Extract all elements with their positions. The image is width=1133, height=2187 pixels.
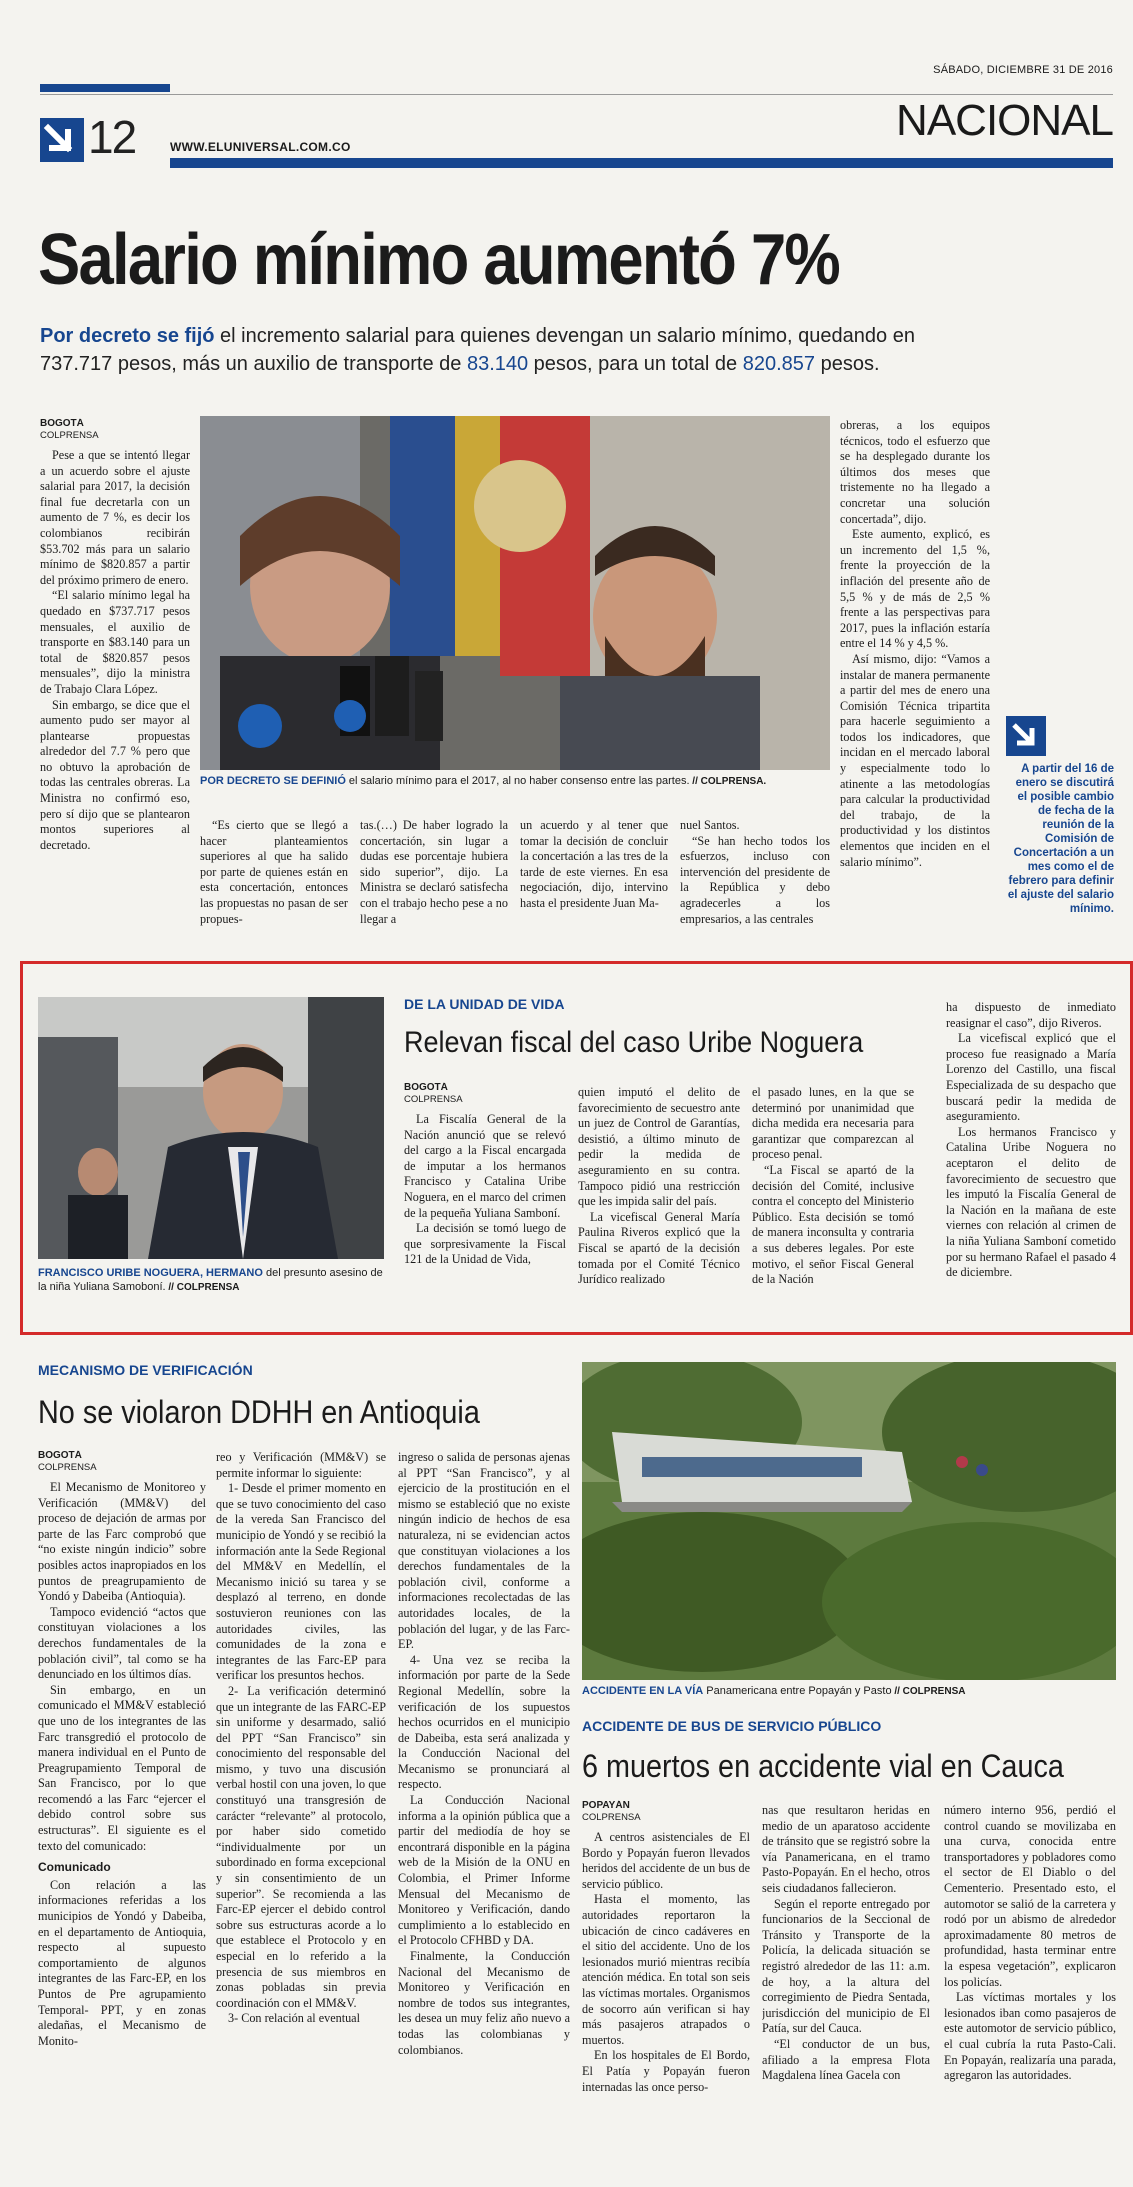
lead-column-2: “Es cierto que se llegó a hacer planteamientos superiores al que ha salido por parte de quienes están en esta concertación, entonces las propuestas no pasan de ser propues- bbox=[200, 818, 348, 926]
fiscal-column-1: BOGOTÁ COLPRENSA La Fiscalía General de la Nación anunció que se relevó del cargo a la Fiscal encargada de imputar a los hermanos Francisco y Catalina Uribe Noguera, en el marco del crimen de la pequeña Yuliana Samboní. La decisión se tomó luego de que sorpresivamente la Fiscal 121 de la Unidad de Vida, bbox=[404, 1082, 566, 1267]
masthead-top-bar bbox=[40, 84, 170, 92]
page-number: 12 bbox=[88, 111, 136, 163]
lead-dateline: BOGOTÁ bbox=[40, 418, 84, 429]
lead-photo-caption: POR DECRETO SE DEFINIÓ el salario mínimo para el 2017, al no haber consenso entre las partes. // COLPRENSA. bbox=[200, 775, 767, 787]
lead-column-5: nuel Santos. “Se han hecho todos los esfuerzos, incluso con intervención del presidente de la República y debo agradecerles a los empresarios, a las centrales bbox=[680, 818, 830, 926]
fiscal-photo-caption: FRANCISCO URIBE NOGUERA, HERMANO del presunto asesino de la niña Yuliana Samoboní. // COLPRENSA bbox=[38, 1267, 383, 1293]
ddhh-kicker: MECANISMO DE VERIFICACIÓN bbox=[38, 1362, 253, 1378]
arrow-down-right-icon bbox=[40, 118, 84, 162]
ddhh-column-2: reo y Verificación (MM&V) se permite informar lo siguiente: 1- Desde el primer momento en que se tuvo conocimiento del caso de la vereda San Francisco del municipio de Yondó y se recibió la información ante la Sede Regional del MM&V en Medellín, el Mecanismo inició su tarea y se desplazó al terreno, en donde sostuvieron reuniones con las autoridades civiles, las comunidades de la zona e integrantes de las Farc-EP para verificar los presuntos hechos. 2- La verificación determinó que un integrante de las FARC-EP sin uniforme y desarmado, salió del PPT “San Francisco” sin conocimiento del responsable del mismo, y tuvo una discusión verbal hostil con una joven, lo que constituyó una transgresión de carácter “relevante” al protocolo, por haber sido cometido “individualmente por un subordinado en forma excepcional y sin consentimiento de un superior”. Se recomienda a las Farc-EP ejercer el debido control sobre sus estructuras acorde a lo que establece el Protocolo y en especial en lo referido a la presencia de sus miembros en zonas pobladas sin previa coordinación con el MM&V. 3- Con relación al eventual bbox=[216, 1450, 386, 2026]
cauca-photo-caption: ACCIDENTE EN LA VÍA Panamericana entre Popayán y Pasto // COLPRENSA bbox=[582, 1685, 966, 1697]
lead-deck: Por decreto se fijó el incremento salarial para quienes devengan un salario mínimo, quedando en 737.717 pesos, más un auxilio de transporte de 83.140 pesos, para un total de 820.857 pesos. bbox=[40, 325, 915, 375]
fiscal-column-4: ha dispuesto de inmediato reasignar el caso”, dijo Riveros. La vicefiscal explicó que el proceso fue reasignado a María Lorenzo del Castillo, una fiscal Especializada de su despacho que buscará pedir la medida de aseguramiento. Los hermanos Francisco y Catalina Uribe Noguera no aceptaron el delito de favorecimiento de secuestro que les imputó la Fiscalía General de la Nación en la mañana de este viernes con relación al crimen de la niña Yuliana Samboní cometido por su hermano Rafael el pasado 4 de diciembre. bbox=[946, 1000, 1116, 1280]
lead-photo bbox=[200, 416, 830, 770]
sidebar-arrow-icon bbox=[1006, 716, 1046, 756]
lead-column-3: tas.(…) De haber logrado la concertación, sin lugar a dudas ese porcentaje hubiera sido superior”, dijo. La Ministra se declaró satisfecha con el trabajo hecho pese a no llegar a bbox=[360, 818, 508, 926]
cauca-kicker: ACCIDENTE DE BUS DE SERVICIO PÚBLICO bbox=[582, 1718, 882, 1734]
ddhh-column-3: ingreso o salida de personas ajenas al PPT “San Francisco”, y al ejercicio de la prostitución en el mismo se estableció que no existe ningún indicio de hechos de esa naturaleza, ni se evidencian actos que constituyan violaciones a los derechos fundamentales de la población civil, conforme a informaciones recolectadas de las autoridades locales, de la población del lugar, y de las Farc-EP. 4- Una vez se reciba la información por parte de la Sede Regional Medellín, sobre la verificación de los supuestos hechos ocurridos en el municipio de Dabeiba, esta será analizada y la Conducción Nacional del Mecanismo se pronunciará al respecto. La Conducción Nacional informa a la opinión pública que a partir del mediodía de hoy se encontrará disponible en la página web de la Misión de la ONU en Colombia, el Primer Informe Mensual del Mecanismo de Monitoreo y Verificación, dando cumplimiento a lo establecido en el Protocolo CFHBD y DA. Finalmente, la Conducción Nacional del Mecanismo de Monitoreo y Verificación en nombre de todos sus integrantes, les desea un muy feliz año nuevo a todas las colombianas y colombianos. bbox=[398, 1450, 570, 2057]
lead-column-4: un acuerdo y al tener que tomar la decisión de concluir la concertación a las tres de la tarde de este viernes. En esa negociación, dijo, intervino hasta el presidente Juan Ma- bbox=[520, 818, 668, 910]
cauca-headline: 6 muertos en accidente vial en Cauca bbox=[582, 1748, 1064, 1784]
lead-column-1: BOGOTÁ COLPRENSA Pese a que se intentó llegar a un acuerdo sobre el ajuste salarial para 2017, la decisión final fue decretarla con un aumento de 7 %, es decir los colombianos recibirán $53.702 más para un salario mínimo de $820.857 a partir del próximo primero de enero. “El salario mínimo legal ha quedado en $737.717 pesos mensuales, el auxilio de transporte en $83.140 para un total de $820.857 pesos mensuales”, dijo la ministra de Trabajo Clara López. Sin embargo, se dice que el aumento pudo ser mayor al plantearse propuestas alrededor del 7.7 % pero que no obtuvo la aprobación de todas las centrales obreras. La Ministra no confirmó eso, pero sí dijo que se plantearon montos superiores al decretado. bbox=[40, 418, 190, 852]
deck-kicker: Por decreto se fijó bbox=[40, 325, 215, 347]
lead-column-6: obreras, a los equipos técnicos, todo el esfuerzo que se ha desplegado durante los últimos dos meses que tristemente no ha llegado a concretar una solución concertada”, dijo. Este aumento, explicó, es un incremento del 1,5 %, frente la proyección de la inflación del presente año de 5,5 % y de más de 2,5 % frente a las perspectivas para 2017, pues la inflación estaría entre el 14 % y 4,5 %. Así mismo, dijo: “Vamos a instalar de manera permanente a partir del mes de enero una Comisión Técnica tripartita para hacerle seguimiento a todos los indicadores, que incidan en el mercado laboral y especialmente todo lo atinente a las metodologías para calcular la productividad del trabajo, de la productividad y los distintos elementos que inciden en el salario mínimo”. bbox=[840, 418, 990, 869]
fiscal-kicker: DE LA UNIDAD DE VIDA bbox=[404, 996, 565, 1012]
cauca-column-1: POPAYÁN COLPRENSA A centros asistenciales de El Bordo y Popayán fueron llevados heridos del accidente de un bus de servicio público. Hasta el momento, las autoridades reportaron la ubicación de cinco cadáveres en el sitio del accidente. Uno de los lesionados murió mientras recibía atención médica. En total son seis las víctimas mortales. Organismos de socorro aún verifican si hay más pasajeros atrapados o muertos. En los hospitales de El Bordo, El Patía y Popayán fueron internadas las once perso- bbox=[582, 1800, 750, 2094]
page-date: SÁBADO, DICIEMBRE 31 DE 2016 bbox=[933, 64, 1113, 76]
ddhh-subhead: Comunicado bbox=[38, 1860, 111, 1875]
fiscal-headline: Relevan fiscal del caso Uribe Noguera bbox=[404, 1026, 864, 1059]
fiscal-photo bbox=[38, 997, 384, 1259]
fiscal-column-3: el pasado lunes, en la que se determinó por unanimidad que dicha medida era necesaria para garantizar que comparezcan al proceso penal. “La Fiscal se apartó de la decisión del Comité, inclusive contra el concepto del Ministerio Público. Esta decisión se tomó de manera inconsulta y contraria a sus deberes legales. Por este motivo, el señor Fiscal General de la Nación bbox=[752, 1085, 914, 1287]
cauca-photo bbox=[582, 1362, 1116, 1680]
fiscal-column-2: quien imputó el delito de favorecimiento de secuestro ante un juez de Control de Garantías, desistió, a último minuto de pedir la medida de aseguramiento en su contra. Tampoco pidió una restricción que les impida salir del país. La vicefiscal General María Paulina Riveros explicó que la Fiscal se apartó de la decisión tomada por el Comité Técnico Jurídico realizado bbox=[578, 1085, 740, 1287]
lead-headline: Salario mínimo aumentó 7% bbox=[38, 220, 840, 300]
website-url: WWW.ELUNIVERSAL.COM.CO bbox=[170, 140, 351, 154]
ddhh-column-1: BOGOTÁ COLPRENSA El Mecanismo de Monitoreo y Verificación (MM&V) del proceso de dejación de armas por parte de las Farc comprobó que “no existe ningún indicio” sobre posibles actos inapropiados en los puntos de preagrupamiento de Yondó y Dabeiba (Antioquia). Tampoco evidenció “actos que constituyan violaciones a los derechos fundamentales de la población civil”, tal como se ha denunciado en los últimos días. Sin embargo, en un comunicado el MM&V estableció que uno de los integrantes de las Farc transgredió el protocolo de manera individual en el Punto de Preagrupamiento Temporal de San Francisco, por lo que recomendó a las Farc “ejercer el debido control sobre sus estructuras”. El siguiente es el texto del comunicado: Comunicado Con relación a las informaciones referidas a los municipios de Yondó y Dabeiba, en el departamento de Antioquia, respecto al supuesto comportamiento de algunos integrantes de las Farc-EP, en los Puntos de Pre agrupamiento Temporal- PPT, y en zonas aledañas, el Mecanismo de Monito- bbox=[38, 1450, 206, 2048]
cauca-column-2: nas que resultaron heridas en medio de un aparatoso accidente de tránsito que se registró sobre la vía Panamericana, en el tramo Pasto-Popayán. En el hecho, otros seis ciudadanos fallecieron. Según el reporte entregado por funcionarios de la Seccional de Tránsito y Transporte de la Policía, la delicada situación se registró alrededor de las 11: a.m. de hoy, a la altura del corregimiento de Piedra Sentada, jurisdicción del municipio de El Patía, sur del Cauca. “El conductor de un bus, afiliado a la empresa Flota Magdalena línea Gacela con bbox=[762, 1803, 930, 2083]
masthead-bottom-bar bbox=[170, 158, 1113, 168]
lead-agency: COLPRENSA bbox=[40, 430, 99, 441]
ddhh-headline: No se violaron DDHH en Antioquia bbox=[38, 1394, 480, 1430]
cauca-column-3: número interno 956, perdió el control cuando se movilizaba en una curva, conocida entre transportadores y pobladores como el sector de El Diablo o del Cementerio. Presentado esto, el automotor se salió de la carretera y rodó por un abismo de alrededor aproximadamente 80 metros de profundidad, hasta terminar entre la espesa vegetación”, explicaron los policías. Las víctimas mortales y los lesionados iban como pasajeros de este automotor de servicio público, el cual cubría la ruta Pasto-Cali. En Popayán, realizaría una parada, agregaron las autoridades. bbox=[944, 1803, 1116, 2083]
sidebar-note: A partir del 16 de enero se discutirá el posible cambio de fecha de la reunión de la Comisión de Concertación a un mes como el de febrero para definir el ajuste del salario mínimo. bbox=[1007, 763, 1114, 915]
masthead-rule bbox=[40, 94, 1113, 95]
section-title: NACIONAL bbox=[896, 96, 1113, 145]
